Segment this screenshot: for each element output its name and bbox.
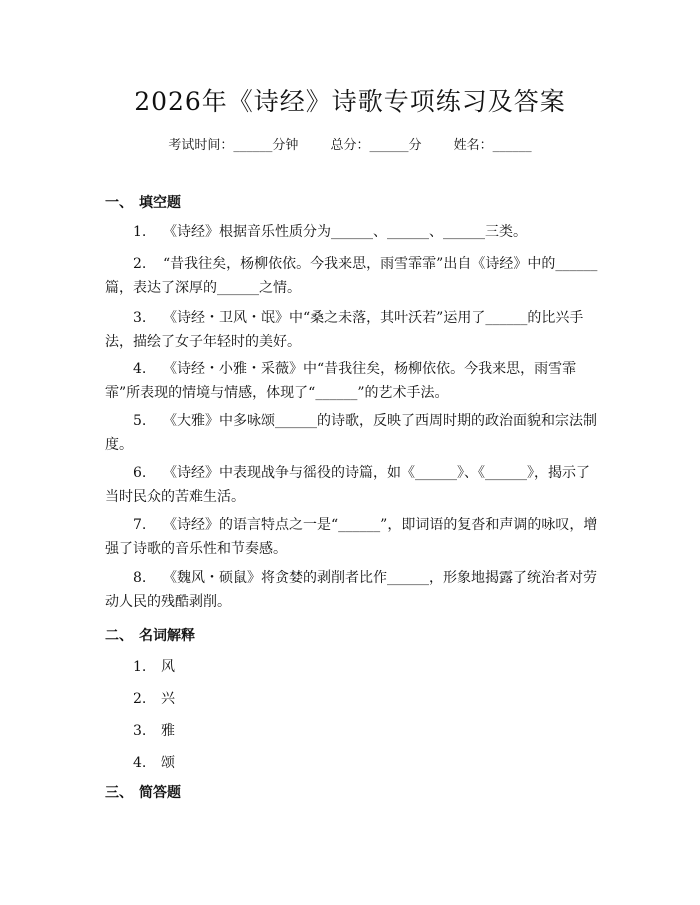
question-number: 3. bbox=[133, 310, 147, 326]
question-text: “昔我往矣，杨柳依依。今我来思，雨雪霏霏”出自《诗经》中的______篇，表达了深厚的______之情。 bbox=[105, 256, 598, 296]
question-item bbox=[105, 461, 599, 509]
term-item bbox=[133, 752, 175, 772]
question-number: 1. bbox=[133, 224, 147, 240]
section-title: 名词解释 bbox=[139, 628, 195, 644]
exam-score: 总分：______分 bbox=[330, 138, 422, 153]
exam-time: 考试时间：______分钟 bbox=[168, 138, 299, 153]
exam-meta bbox=[0, 134, 700, 153]
question-text: 《诗经・小雅・采薇》中“昔我往矣，杨柳依依。今我来思，雨雪霏霏”所表现的情境与情感，体现了“______”的艺术手法。 bbox=[105, 361, 577, 401]
question-item bbox=[105, 357, 599, 405]
question-number: 4. bbox=[133, 361, 147, 377]
question-item bbox=[105, 409, 599, 457]
question-number: 6. bbox=[133, 465, 147, 481]
question-text: 《诗经・卫风・氓》中“桑之未落，其叶沃若”运用了______的比兴手法，描绘了女子年轻时的美好。 bbox=[105, 310, 584, 350]
question-item bbox=[105, 566, 599, 614]
term-number: 4. bbox=[133, 755, 147, 771]
question-item bbox=[105, 252, 599, 300]
term-text: 雅 bbox=[161, 723, 175, 739]
section-title: 填空题 bbox=[139, 195, 181, 211]
section-number: 一、 bbox=[105, 195, 133, 211]
question-number: 7. bbox=[133, 517, 147, 533]
term-number: 1. bbox=[133, 659, 147, 675]
question-text: 《大雅》中多咏颂______的诗歌，反映了西周时期的政治面貌和宗法制度。 bbox=[105, 413, 597, 453]
question-text: 《诗经》的语言特点之一是“______”，即词语的复沓和声调的咏叹，增强了诗歌的音乐性和节奏感。 bbox=[105, 517, 598, 557]
question-item bbox=[105, 220, 599, 244]
section-number: 三、 bbox=[105, 785, 133, 801]
question-number: 2. bbox=[133, 256, 147, 272]
page-title: 2026年《诗经》诗歌专项练习及答案 bbox=[134, 87, 566, 116]
section-number: 二、 bbox=[105, 628, 133, 644]
term-item bbox=[133, 656, 175, 676]
question-item bbox=[105, 513, 599, 561]
question-text: 《魏风・硕鼠》将贪婪的剥削者比作______，形象地揭露了统治者对劳动人民的残酷剥削。 bbox=[105, 570, 597, 610]
term-item bbox=[133, 720, 175, 740]
term-item bbox=[133, 688, 175, 708]
question-item bbox=[105, 306, 599, 354]
question-number: 5. bbox=[133, 413, 147, 429]
student-name: 姓名：______ bbox=[453, 138, 532, 153]
term-number: 3. bbox=[133, 723, 147, 739]
term-text: 风 bbox=[161, 659, 175, 675]
section-title: 简答题 bbox=[139, 785, 181, 801]
section-heading-fill-blank bbox=[105, 192, 181, 212]
section-heading-short-answer bbox=[105, 782, 181, 802]
term-number: 2. bbox=[133, 691, 147, 707]
question-number: 8. bbox=[133, 570, 147, 586]
term-text: 颂 bbox=[161, 755, 175, 771]
term-text: 兴 bbox=[161, 691, 175, 707]
question-text: 《诗经》根据音乐性质分为______、______、______三类。 bbox=[163, 224, 527, 240]
section-heading-terms bbox=[105, 625, 195, 645]
question-text: 《诗经》中表现战争与徭役的诗篇，如《______》、《______》，揭示了当时民众的苦难生活。 bbox=[105, 465, 590, 505]
